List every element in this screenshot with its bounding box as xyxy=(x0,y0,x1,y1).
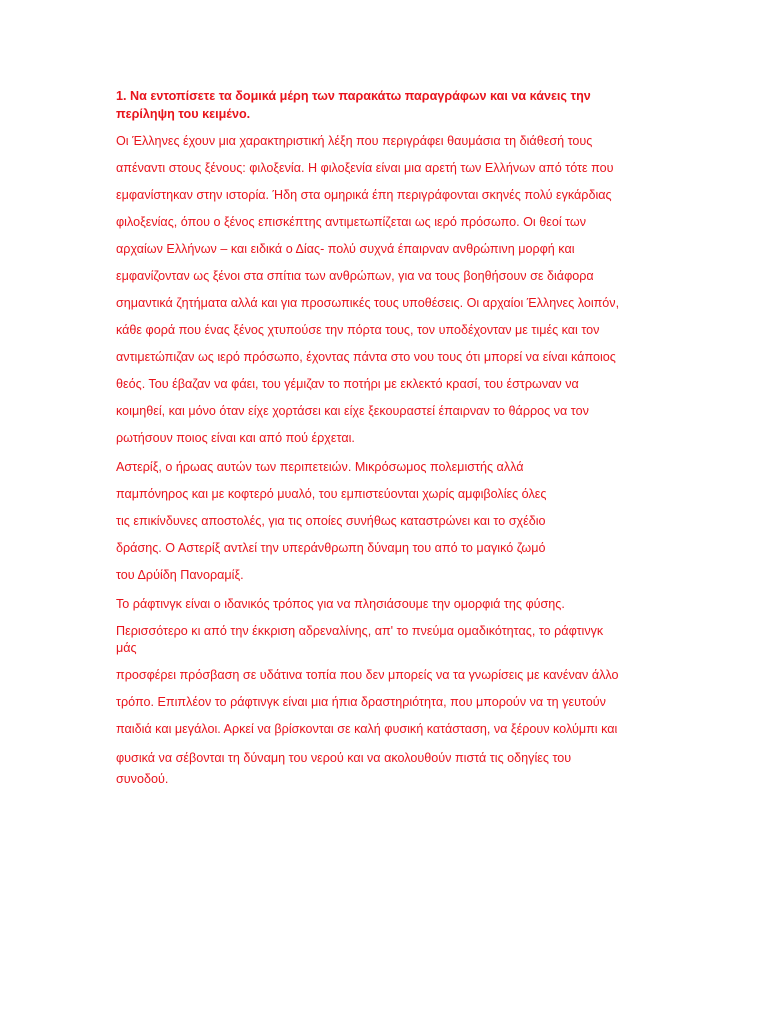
paragraph-line: δράσης. Ο Αστερίξ αντλεί την υπεράνθρωπη δύναμη του από το μαγικό ζωμό xyxy=(116,541,546,555)
paragraph-line: απέναντι στους ξένους: φιλοξενία. Η φιλοξενία είναι μια αρετή των Ελλήνων από τότε που xyxy=(116,161,614,175)
exercise-heading-line-2: περίληψη του κειμένο. xyxy=(116,107,251,121)
paragraph-line: τις επικίνδυνες αποστολές, για τις οποίες συνήθως καταστρώνει και το σχέδιο xyxy=(116,514,546,528)
paragraph-line: κοιμηθεί, και μόνο όταν είχε χορτάσει και είχε ξεκουραστεί έπαιρναν το θάρρος να τον xyxy=(116,404,589,418)
paragraph-line: φιλοξενίας, όπου ο ξένος επισκέπτης αντιμετωπίζεται ως ιερό πρόσωπο. Οι θεοί των xyxy=(116,215,587,229)
paragraph-line: σημαντικά ζητήματα αλλά και για προσωπικές τους υποθέσεις. Οι αρχαίοι Έλληνες λοιπόν, xyxy=(116,296,620,310)
paragraph-line: αρχαίων Ελλήνων – και ειδικά ο Δίας- πολύ συχνά έπαιρναν ανθρώπινη μορφή και xyxy=(116,242,575,256)
paragraph-line: τρόπο. Επιπλέον το ράφτινγκ είναι μια ήπια δραστηριότητα, που μπορούν να τη γευτούν xyxy=(116,695,606,709)
paragraph-line: κάθε φορά που ένας ξένος χτυπούσε την πόρτα τους, τον υποδέχονταν με τιμές και τον xyxy=(116,323,600,337)
paragraph-line: θεός. Του έβαζαν να φάει, του γέμιζαν το ποτήρι με εκλεκτό κρασί, του έστρωναν να xyxy=(116,377,579,391)
paragraph-line: αντιμετώπιζαν ως ιερό πρόσωπο, έχοντας πάντα στο νου τους ότι μπορεί να είναι κάποιος xyxy=(116,350,616,364)
paragraph-line: προσφέρει πρόσβαση σε υδάτινα τοπία που δεν μπορείς να τα γνωρίσεις με κανέναν άλλο xyxy=(116,668,619,682)
paragraph-line: εμφανίζονταν ως ξένοι στα σπίτια των ανθρώπων, για να τους βοηθήσουν σε διάφορα xyxy=(116,269,594,283)
paragraph-line: φυσικά να σέβονται τη δύναμη του νερού και να ακολουθούν πιστά τις οδηγίες του xyxy=(116,751,572,765)
paragraph-line: Οι Έλληνες έχουν μια χαρακτηριστική λέξη που περιγράφει θαυμάσια τη διάθεσή τους xyxy=(116,134,593,148)
paragraph-line: Το ράφτινγκ είναι ο ιδανικός τρόπος για να πλησιάσουμε την ομορφιά της φύσης. xyxy=(116,597,565,611)
paragraph-line: συνοδού. xyxy=(116,772,169,786)
paragraph-line: εμφανίστηκαν στην ιστορία. Ήδη στα ομηρικά έπη περιγράφονται σκηνές πολύ εγκάρδιας xyxy=(116,188,612,202)
paragraph-line: ρωτήσουν ποιος είναι και από πού έρχεται. xyxy=(116,431,355,445)
paragraph-line: μάς xyxy=(116,641,137,655)
paragraph-line: του Δρύίδη Πανοραμίξ. xyxy=(116,568,244,582)
paragraph-line: παμπόνηρος και με κοφτερό μυαλό, του εμπιστεύονται χωρίς αμφιβολίες όλες xyxy=(116,487,547,501)
exercise-heading-line-1: 1. Να εντοπίσετε τα δομικά μέρη των παρακάτω παραγράφων και να κάνεις την xyxy=(116,89,591,103)
paragraph-line: Αστερίξ, ο ήρωας αυτών των περιπετειών. Μικρόσωμος πολεμιστής αλλά xyxy=(116,460,524,474)
paragraph-line: Περισσότερο κι από την έκκριση αδρεναλίνης, απ' το πνεύμα ομαδικότητας, το ράφτινγκ xyxy=(116,624,604,638)
paragraph-line: παιδιά και μεγάλοι. Αρκεί να βρίσκονται σε καλή φυσική κατάσταση, να ξέρουν κολύμπι και xyxy=(116,722,618,736)
